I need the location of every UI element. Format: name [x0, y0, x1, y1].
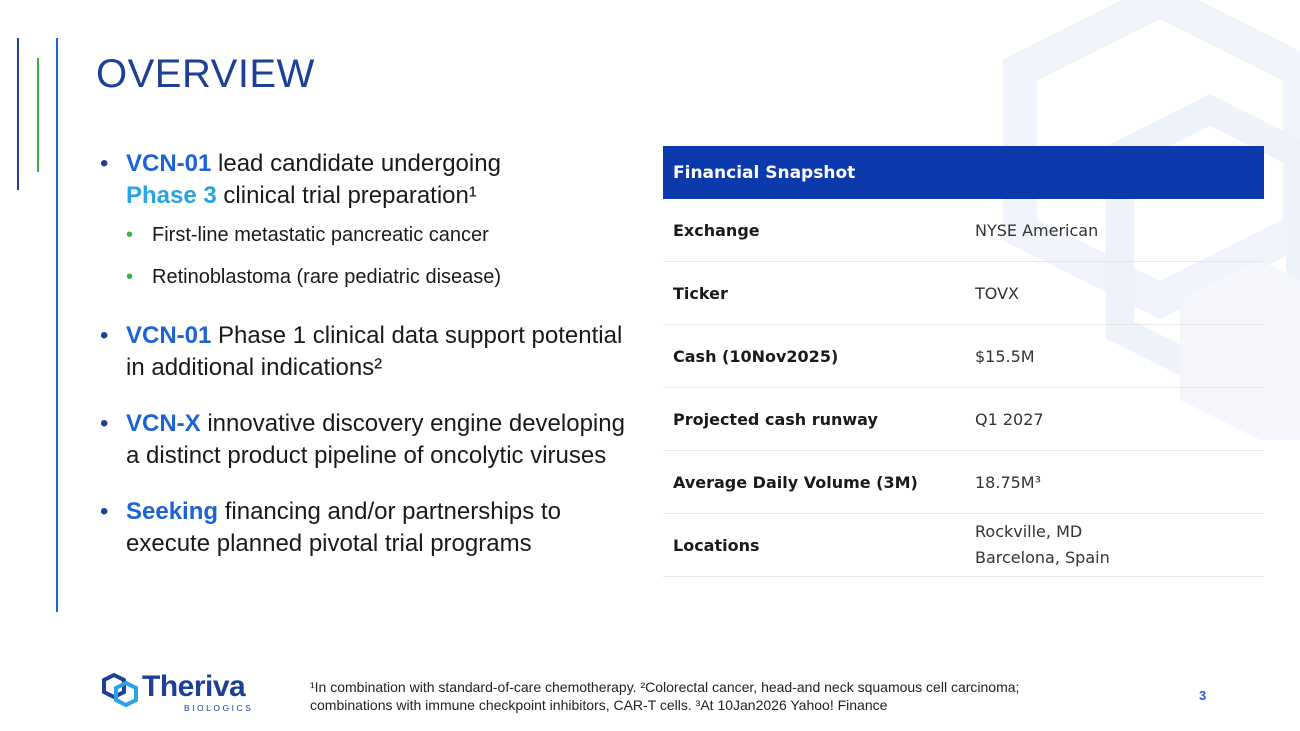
table-row — [663, 325, 1264, 388]
table-header: Financial Snapshot — [663, 146, 1264, 199]
page-number: 3 — [1199, 688, 1207, 703]
bullet-vcn01-lead — [100, 148, 630, 212]
bullet-text: financing and/or partnerships to execute planned pivotal trial programs — [126, 498, 561, 557]
row-label: Ticker — [663, 262, 965, 325]
theriva-chain-icon — [102, 672, 140, 708]
row-label: Average Daily Volume (3M) — [663, 451, 965, 514]
sub-bullet-text: Retinoblastoma (rare pediatric disease) — [152, 266, 502, 288]
highlight-term: Phase 3 — [126, 182, 217, 209]
row-label: Projected cash runway — [663, 388, 965, 451]
bullet-vcn-x — [100, 408, 630, 472]
row-label: Cash (10Nov2025) — [663, 325, 965, 388]
table-row — [663, 388, 1264, 451]
row-value: $15.5M — [965, 325, 1264, 388]
bullet-text: Phase 1 clinical data support potential in additional indications² — [126, 322, 623, 381]
row-value: 18.75M³ — [965, 451, 1264, 514]
row-value: TOVX — [965, 262, 1264, 325]
table-row — [663, 451, 1264, 514]
footnote-line: ¹In combination with standard-of-care chemotherapy. ²Colorectal cancer, head-and neck squamous cell carcinoma; — [310, 679, 1020, 695]
row-label: Exchange — [663, 199, 965, 262]
slide-title: OVERVIEW — [96, 52, 315, 96]
bullet-dot: • — [100, 498, 109, 525]
theriva-logo — [102, 670, 262, 716]
highlight-term: VCN-01 — [126, 322, 212, 349]
highlight-term: VCN-X — [126, 410, 201, 437]
bullet-text: lead candidate undergoing — [218, 150, 501, 177]
sub-bullet-dot: • — [126, 224, 134, 246]
row-value: NYSE American — [965, 199, 1264, 262]
sub-bullet — [126, 222, 630, 248]
table-row — [663, 199, 1264, 262]
highlight-term: Seeking — [126, 498, 219, 525]
bullet-seeking — [100, 496, 630, 560]
sub-bullet-text: First-line metastatic pancreatic cancer — [152, 224, 489, 246]
location-line: Barcelona, Spain — [975, 548, 1110, 567]
location-line: Rockville, MD — [975, 522, 1083, 541]
sub-bullet-dot: • — [126, 266, 134, 288]
bullet-dot: • — [100, 150, 109, 177]
footnote — [310, 678, 1170, 714]
highlight-term: VCN-01 — [126, 150, 212, 177]
bullet-vcn01-data — [100, 320, 630, 384]
bullet-text: clinical trial preparation¹ — [223, 182, 477, 209]
logo-subtext: BIOLOGICS — [184, 703, 254, 713]
overview-bullets — [100, 148, 630, 560]
row-value: Q1 2027 — [965, 388, 1264, 451]
bullet-dot: • — [100, 410, 109, 437]
footnote-line: combinations with immune checkpoint inhibitors, CAR-T cells. ³At 10Jan2026 Yahoo! Finance — [310, 697, 888, 713]
financial-snapshot-table — [663, 146, 1264, 577]
accent-line-dark — [17, 38, 19, 190]
accent-line-green — [37, 58, 39, 172]
accent-line-blue — [56, 38, 58, 612]
bullet-text: innovative discovery engine developing a distinct product pipeline of oncolytic viruses — [126, 410, 625, 469]
sub-bullet — [126, 264, 630, 290]
table-row — [663, 514, 1264, 577]
logo-wordmark: Theriva — [142, 670, 246, 703]
row-label: Locations — [663, 514, 965, 577]
table-row — [663, 262, 1264, 325]
bullet-dot: • — [100, 322, 109, 349]
row-value — [965, 514, 1264, 577]
